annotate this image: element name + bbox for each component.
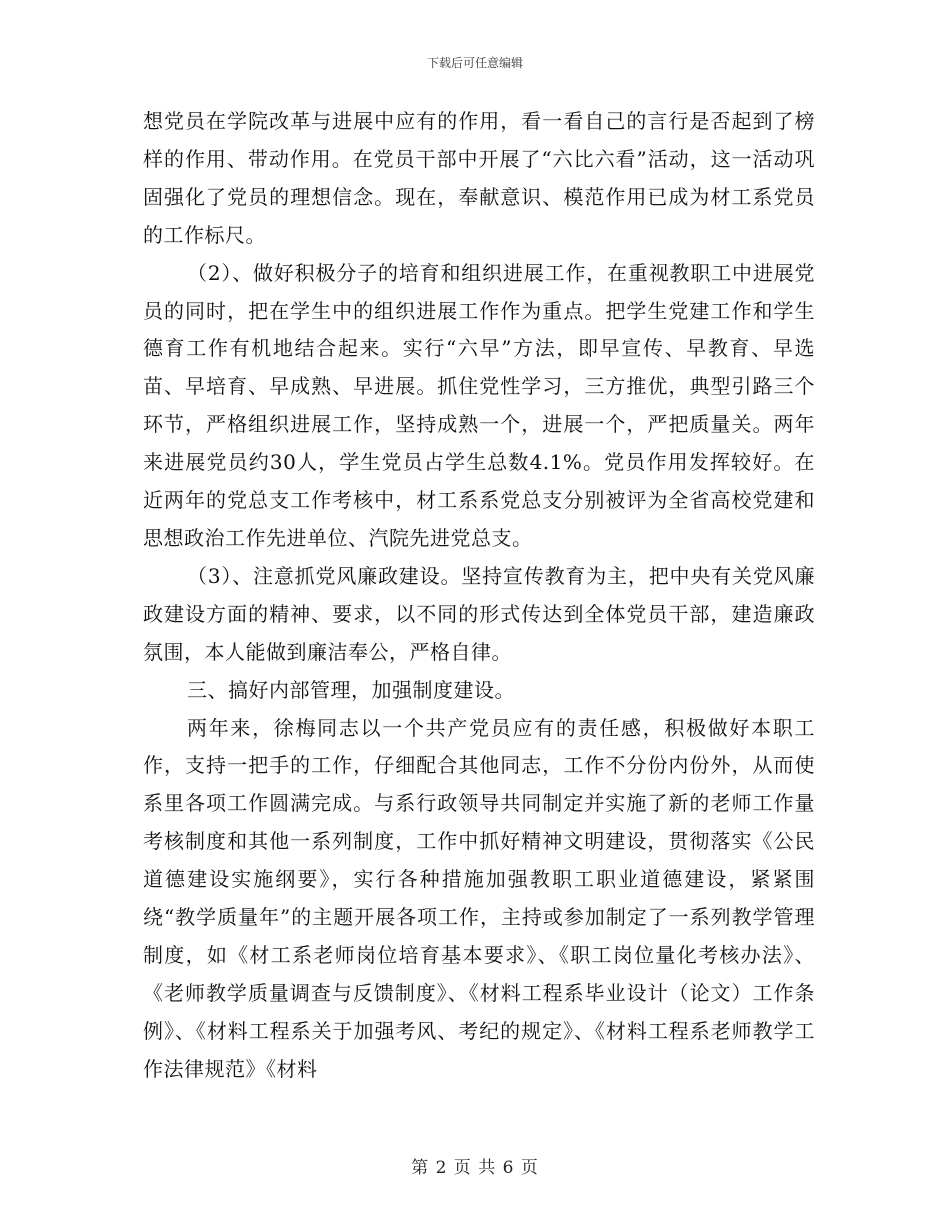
paragraph-item-2: （2）、做好积极分子的培育和组织进展工作，在重视教职工中进展党员的同时，把在学生中的组织进展工作作为重点。把学生党建工作和学生德育工作有机地结合起来。实行“六早”方法，即早宣传、早教育、早选苗、早培育、早成熟、早进展。抓住党性学习，三方推优，典型引路三个环节，严格组织进展工作，坚持成熟一个，进展一个，严把质量关。两年来进展党员约30人，学生党员占学生总数4.1%。党员作用发挥较好。在近两年的党总支工作考核中，材工系系党总支分别被评为全省高校党建和思想政治工作先进单位、汽院先进党总支。 (143, 260, 815, 550)
paragraph-item-3: （3）、注意抓党风廉政建设。坚持宣传教育为主，把中央有关党风廉政建设方面的精神、要求，以不同的形式传达到全体党员干部，建造廉政氛围，本人能做到廉洁奉公，严格自律。 (143, 563, 815, 664)
paragraph-continued: 想党员在学院改革与进展中应有的作用，看一看自己的言行是否起到了榜样的作用、带动作用。在党员干部中开展了“六比六看”活动，这一活动巩固强化了党员的理想信念。现在，奉献意识、模范作用已成为材工系党员的工作标尺。 (143, 109, 815, 247)
page-header-note: 下载后可任意编辑 (426, 56, 523, 70)
paragraph-management: 两年来，徐梅同志以一个共产党员应有的责任感，积极做好本职工作，支持一把手的工作，仔细配合其他同志，工作不分份内份外，从而使系里各项工作圆满完成。与系行政领导共同制定并实施了新的老师工作量考核制度和其他一系列制度，工作中抓好精神文明建设，贯彻落实《公民道德建设实施纲要》，实行各种措施加强教职工职业道德建设，紧紧围绕“教学质量年”的主题开展各项工作，主持或参加制定了一系列教学管理制度，如《材工系老师岗位培育基本要求》、《职工岗位量化考核办法》、《老师教学质量调查与反馈制度》、《材料工程系毕业设计（论文）工作条例》、《材料工程系关于加强考风、考纪的规定》、《材料工程系老师教学工作法律规范》《材料 (143, 715, 815, 1081)
page-number: 第 2 页 共 6 页 (411, 1158, 539, 1178)
section-heading-3: 三、搞好内部管理，加强制度建设。 (187, 677, 515, 702)
document-body (143, 103, 815, 1089)
